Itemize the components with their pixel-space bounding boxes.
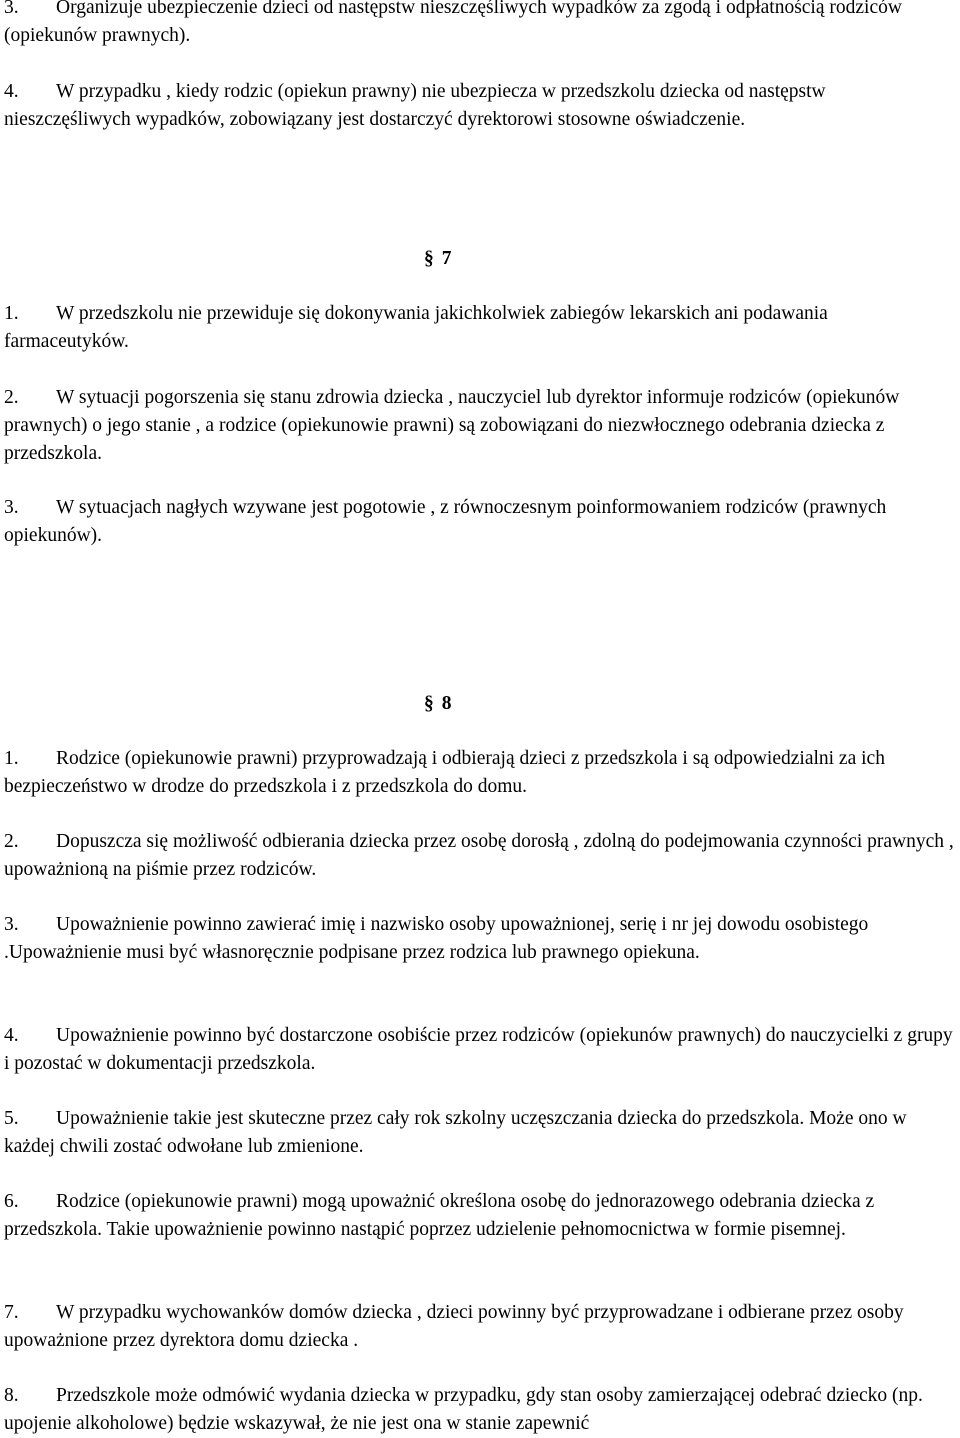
paragraph-text: Organizuje ubezpieczenie dzieci od następstw nieszczęśliwych wypadków za zgodą i odpłatnością rodziców (opiekunów prawnych). xyxy=(4,0,902,46)
paragraph-8-1 xyxy=(4,745,956,801)
paragraph-text: Rodzice (opiekunowie prawni) mogą upoważnić określona osobę do jednorazowego odebrania dziecka z przedszkola. Takie upoważnienie powinno nastąpić poprzez udzielenie pełnomocnictwa w formie pisemnej. xyxy=(4,1191,875,1240)
paragraph-8-5 xyxy=(4,1105,956,1161)
paragraph-3 xyxy=(4,0,956,50)
section-number: 8 xyxy=(441,693,452,714)
paragraph-number: 1. xyxy=(4,303,19,324)
paragraph-number: 2. xyxy=(4,387,19,408)
paragraph-text: Rodzice (opiekunowie prawni) przyprowadzają i odbierają dzieci z przedszkola i są odpowiedzialni za ich bezpieczeństwo w drodze do przedszkola i z przedszkola do domu. xyxy=(4,748,885,797)
paragraph-8-8 xyxy=(4,1382,956,1438)
section-number: 7 xyxy=(441,248,452,269)
paragraph-text: Upoważnienie takie jest skuteczne przez cały rok szkolny uczęszczania dziecka do przedszkola. Może ono w każdej chwili zostać odwołane lub zmienione. xyxy=(4,1108,907,1157)
paragraph-number: 3. xyxy=(4,914,19,935)
paragraph-text: W przypadku , kiedy rodzic (opiekun prawny) nie ubezpiecza w przedszkolu dziecka od następstw nieszczęśliwych wypadków, zobowiązany jest dostarczyć dyrektorowi stosowne oświadczenie. xyxy=(4,81,826,130)
paragraph-number: 1. xyxy=(4,748,19,769)
paragraph-number: 4. xyxy=(4,1025,19,1046)
section-heading-8 xyxy=(424,690,452,718)
paragraph-number: 5. xyxy=(4,1108,19,1129)
paragraph-number: 8. xyxy=(4,1385,19,1406)
paragraph-number: 3. xyxy=(4,0,19,18)
paragraph-text: W sytuacjach nagłych wzywane jest pogotowie , z równoczesnym poinformowaniem rodziców (prawnych opiekunów). xyxy=(4,497,887,546)
paragraph-number: 6. xyxy=(4,1191,19,1212)
paragraph-number: 3. xyxy=(4,497,19,518)
section-sign-icon: § xyxy=(424,693,434,714)
paragraph-text: W przypadku wychowanków domów dziecka , dzieci powinny być przyprowadzane i odbierane przez osoby upoważnione przez dyrektora domu dziecka . xyxy=(4,1302,904,1351)
paragraph-text: Upoważnienie powinno być dostarczone osobiście przez rodziców (opiekunów prawnych) do nauczycielki z grupy i pozostać w dokumentacji przedszkola. xyxy=(4,1025,953,1074)
paragraph-text: Upoważnienie powinno zawierać imię i nazwisko osoby upoważnionej, serię i nr jej dowodu osobistego .Upoważnienie musi być własnoręcznie podpisane przez rodzica lub prawnego opiekuna. xyxy=(4,914,869,963)
paragraph-7-2 xyxy=(4,384,956,468)
paragraph-text: Dopuszcza się możliwość odbierania dziecka przez osobę dorosłą , zdolną do podejmowania czynności prawnych , upoważnioną na piśmie przez rodziców. xyxy=(4,831,954,880)
paragraph-8-2 xyxy=(4,828,956,884)
paragraph-text: W sytuacji pogorszenia się stanu zdrowia dziecka , nauczyciel lub dyrektor informuje rodziców (opiekunów prawnych) o jego stanie , a rodzice (opiekunowie prawni) są zobowiązani do niezwłocznego odebrania dziecka z przedszkola. xyxy=(4,387,900,464)
paragraph-8-7 xyxy=(4,1299,956,1355)
paragraph-7-1 xyxy=(4,300,956,356)
paragraph-number: 7. xyxy=(4,1302,19,1323)
paragraph-4 xyxy=(4,78,956,134)
paragraph-text: W przedszkolu nie przewiduje się dokonywania jakichkolwiek zabiegów lekarskich ani podawania farmaceutyków. xyxy=(4,303,828,352)
paragraph-text: Przedszkole może odmówić wydania dziecka w przypadku, gdy stan osoby zamierzającej odebrać dziecko (np. upojenie alkoholowe) będzie wskazywał, że nie jest ona w stanie zapewnić xyxy=(4,1385,923,1434)
paragraph-7-3 xyxy=(4,494,956,550)
paragraph-8-3 xyxy=(4,911,956,967)
paragraph-8-6 xyxy=(4,1188,956,1244)
paragraph-number: 2. xyxy=(4,831,19,852)
section-heading-7 xyxy=(424,245,452,273)
paragraph-8-4 xyxy=(4,1022,956,1078)
section-sign-icon: § xyxy=(424,248,434,269)
paragraph-number: 4. xyxy=(4,81,19,102)
